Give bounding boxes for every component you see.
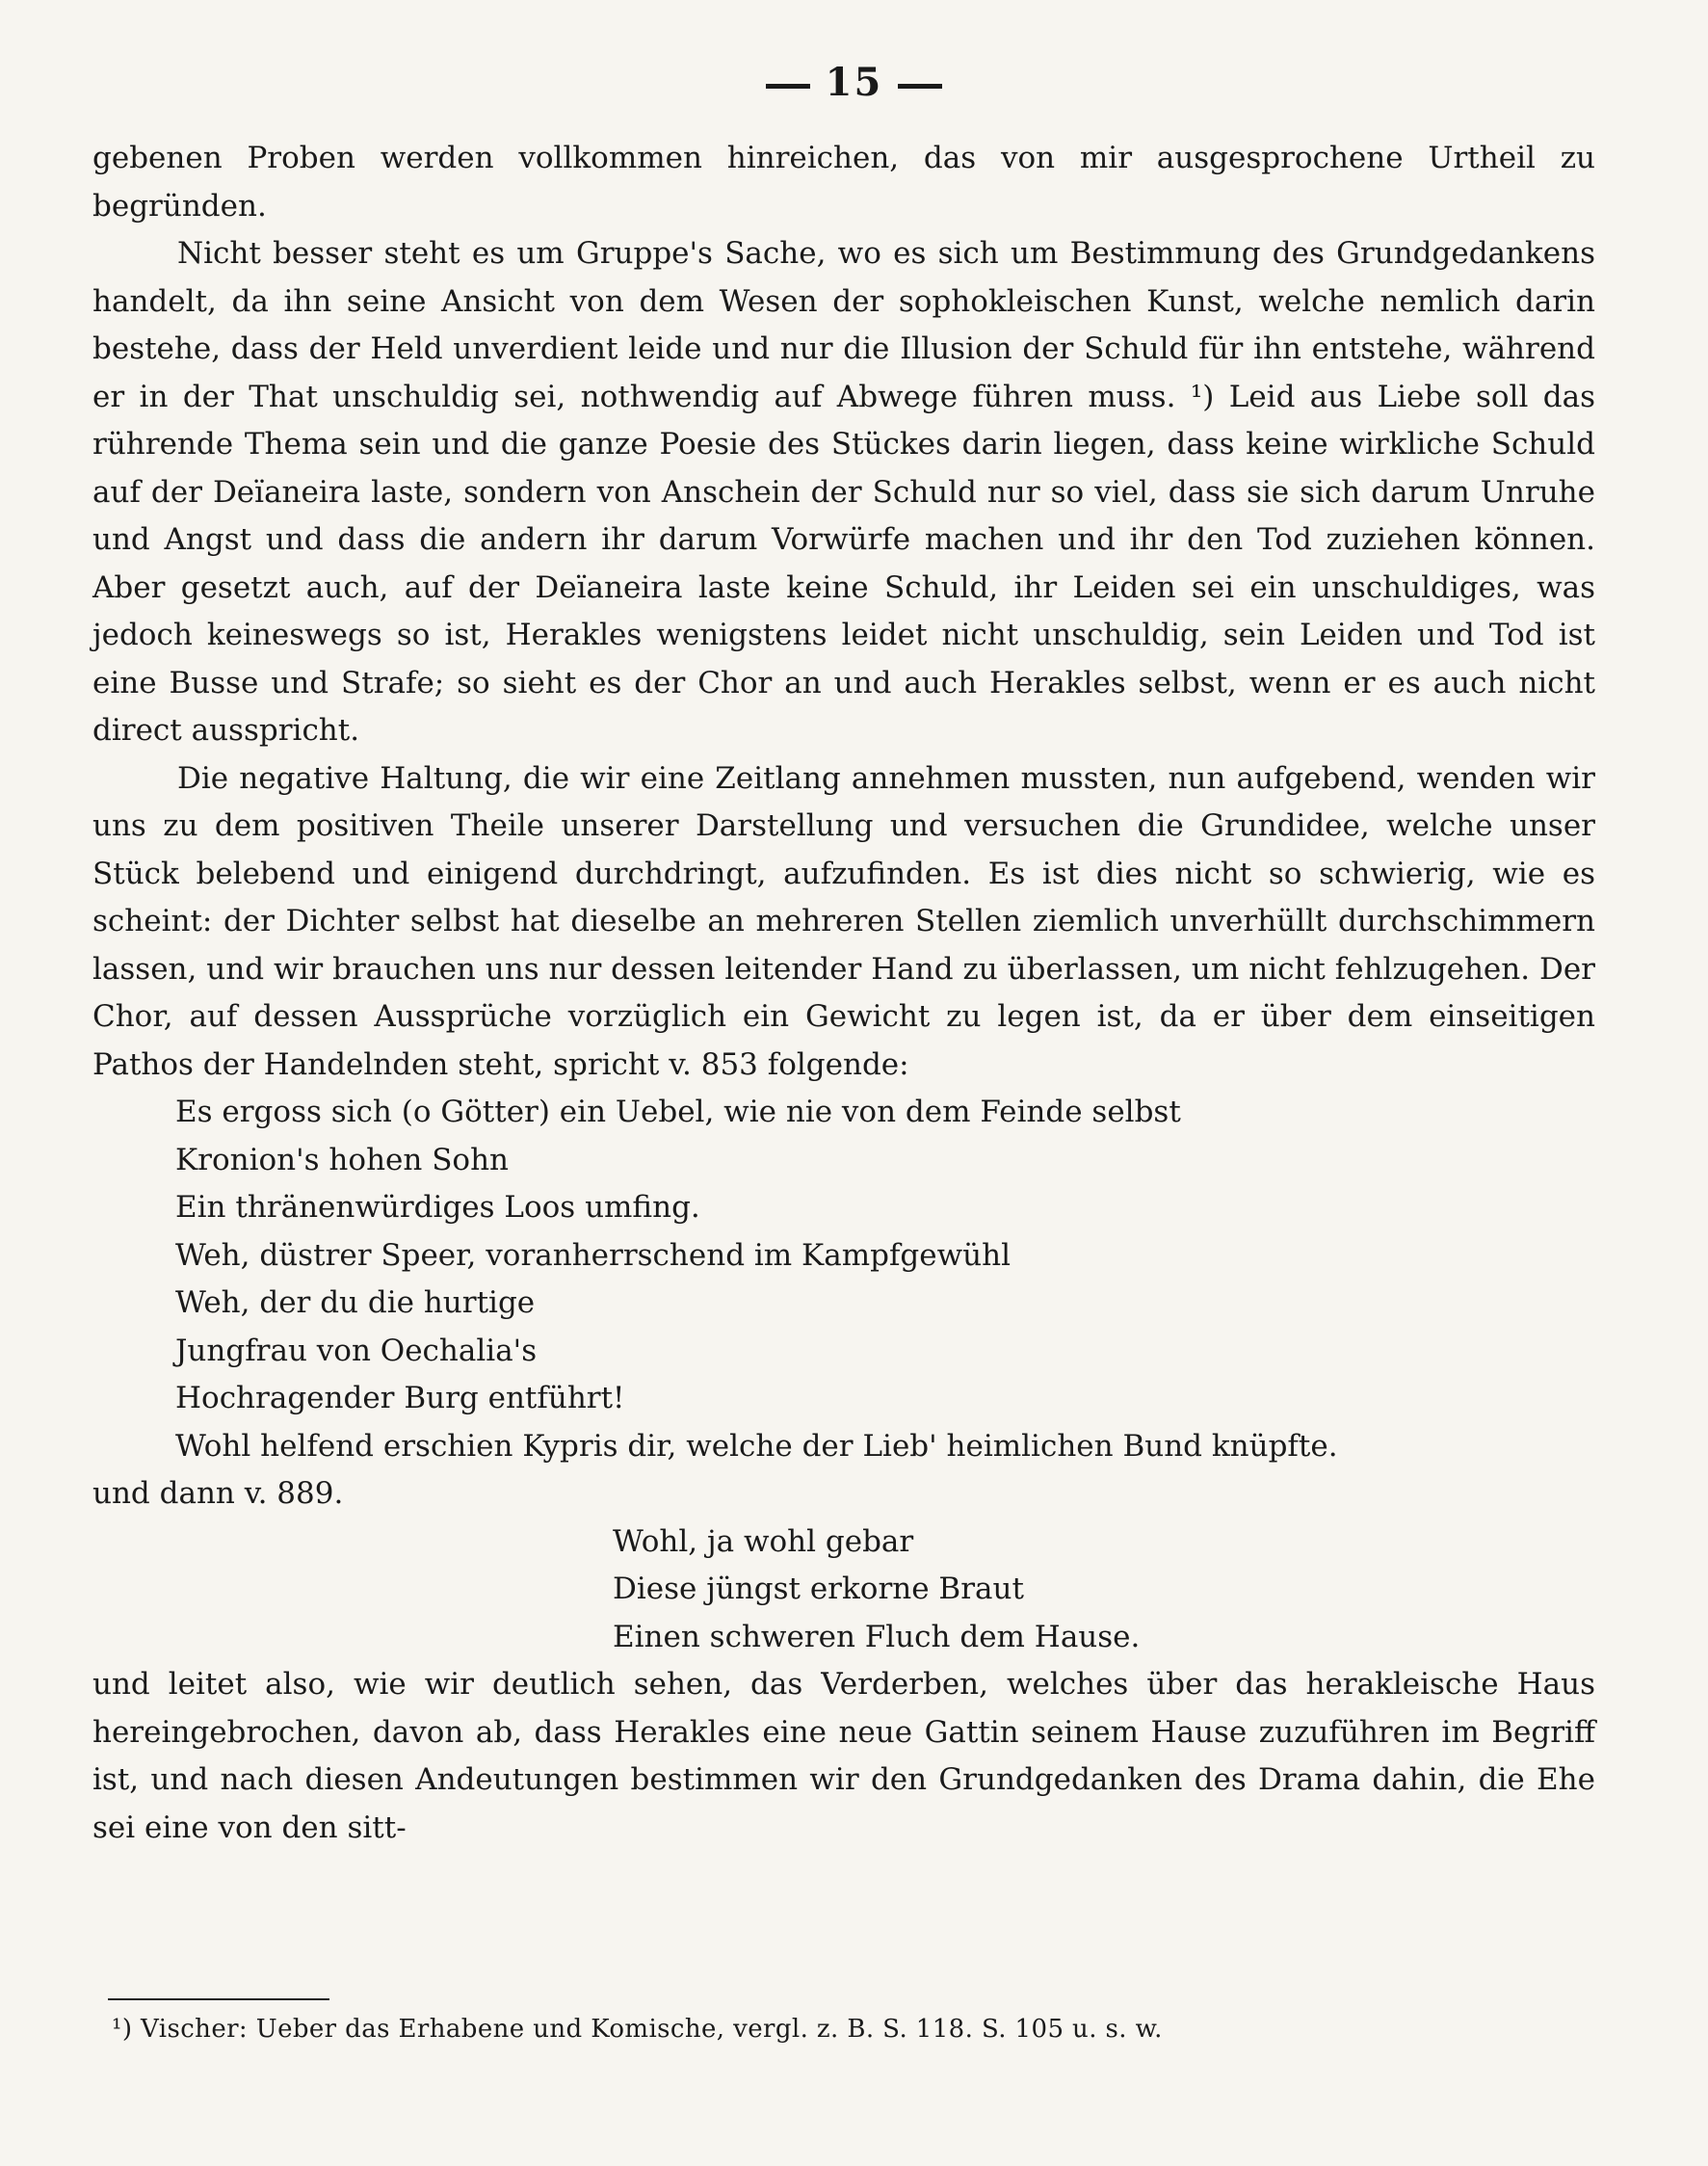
verse-line: Einen schweren Fluch dem Hause. xyxy=(613,1619,1141,1654)
page-number: 15 xyxy=(825,60,883,105)
verse-line: Es ergoss sich (o Götter) ein Uebel, wie nie von dem Feinde selbst xyxy=(175,1095,1181,1129)
paragraph-closing: und leitet also, wie wir deutlich sehen, das Verderben, welches über das herakleische Haus hereingebrochen, davon ab, dass Herakles eine neue Gattin seinem Hause zuzuführen im Begriff ist, und nach diesen Andeutungen bestimmen wir den Grundgedanken des Drama dahin, die Ehe sei eine von den sitt- xyxy=(92,1667,1595,1845)
verse-line: Ein thränenwürdiges Loos umfing. xyxy=(175,1190,700,1225)
verse-line: Weh, düstrer Speer, voranherrschend im Kampfgewühl xyxy=(175,1237,1011,1273)
paragraph-grundidee: Die negative Haltung, die wir eine Zeitlang annehmen mussten, nun aufgebend, wenden wir uns zu dem positiven Theile unserer Darstellung und versuchen die Grundidee, welche unser Stück belebend und einigend durchdringt, aufzufinden. Es ist dies nicht so schwierig, wie es scheint: der Dichter selbst hat dieselbe an mehreren Stellen ziemlich unverhüllt durchschimmern lassen, und wir brauchen uns nur dessen leitender Hand zu überlassen, um nicht fehlzugehen. Der Chor, auf dessen Aussprüche vorzüglich ein Gewicht zu legen ist, da er über dem einseitigen Pathos der Handelnden steht, spricht v. 853 folgende: xyxy=(92,760,1595,1082)
footnote-divider xyxy=(108,1998,329,2000)
verse-line: Wohl, ja wohl gebar xyxy=(613,1523,914,1559)
verse-quotation-889 xyxy=(613,1519,1595,1662)
paragraph-gruppe: Nicht besser steht es um Gruppe's Sache, wo es sich um Bestimmung des Grundgedankens handelt, da ihn seine Ansicht von dem Wesen der sophokleischen Kunst, welche nemlich darin bestehe, dass der Held unverdient leide und nur die Illusion der Schuld für ihn entstehe, während er in der That unschuldig sei, nothwendig auf Abwege führen muss. ¹) Leid aus Liebe soll das rührende Thema sein und die ganze Poesie des Stückes darin liegen, dass keine wirkliche Schuld auf der Deïaneira laste, sondern von Anschein der Schuld nur so viel, dass sie sich darum Unruhe und Angst und dass die andern ihr darum Vorwürfe machen und ihr den Tod zuziehen können. Aber gesetzt auch, auf der Deïaneira laste keine Schuld, ihr Leiden sei ein unschuldiges, was jedoch keineswegs so ist, Herakles wenigstens leidet nicht unschuldig, sein Leiden und Tod ist eine Busse und Strafe; so sieht es der Chor an und auch Herakles selbst, wenn er es auch nicht direct ausspricht. xyxy=(92,236,1595,748)
verse-line: Hochragender Burg entführt! xyxy=(175,1381,625,1415)
verse-line: Jungfrau von Oechalia's xyxy=(175,1333,538,1368)
verse-quotation-853 xyxy=(175,1089,1595,1470)
footnote: ¹) Vischer: Ueber das Erhabene und Komische, vergl. z. B. S. 118. S. 105 u. s. w. xyxy=(112,2015,1163,2044)
page-body xyxy=(92,135,1595,1852)
paragraph-continuation: gebenen Proben werden vollkommen hinreichen, das von mir ausgesprochene Urtheil zu begründen. xyxy=(92,141,1595,224)
header-dash-right xyxy=(898,84,942,89)
verse-line: Diese jüngst erkorne Braut xyxy=(613,1572,1024,1606)
verse-line: Kronion's hohen Sohn xyxy=(175,1142,510,1177)
verse-line: Wohl helfend erschien Kypris dir, welche der Lieb' heimlichen Bund knüpfte. xyxy=(175,1428,1338,1464)
verse-line: Weh, der du die hurtige xyxy=(175,1285,536,1320)
page-header xyxy=(0,60,1708,105)
transition-line: und dann v. 889. xyxy=(92,1476,344,1511)
header-dash-left xyxy=(766,84,810,89)
